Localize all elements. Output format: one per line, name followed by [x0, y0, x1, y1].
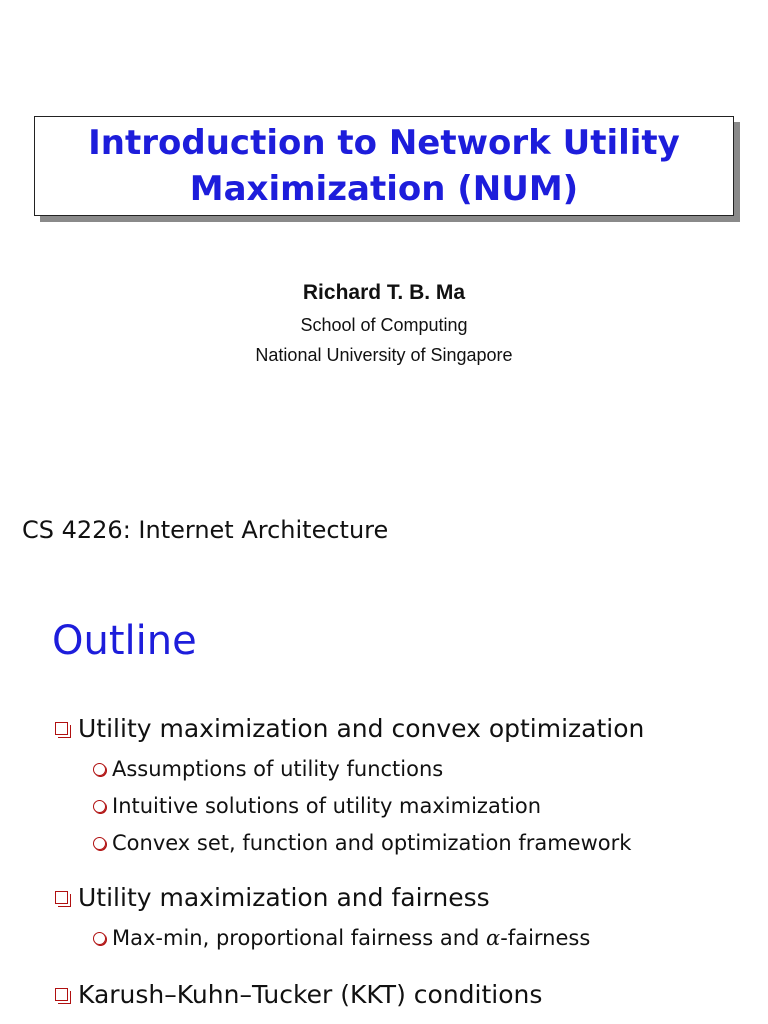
title-line-1: Introduction to Network Utility [88, 123, 680, 163]
outline-item-label: Utility maximization and fairness [78, 883, 490, 912]
outline-item [55, 980, 542, 1009]
title-box [34, 116, 734, 216]
title-line-2: Maximization (NUM) [189, 169, 579, 209]
author-department: School of Computing [300, 315, 468, 335]
square-bullet-icon [55, 722, 68, 735]
square-bullet-icon [55, 988, 68, 1001]
course-label: CS 4226: Internet Architecture [22, 516, 389, 544]
outline-subitem [93, 794, 541, 818]
outline-subitem-label: Assumptions of utility functions [112, 757, 444, 781]
outline-subitem [93, 757, 443, 781]
outline-heading: Outline [52, 618, 197, 664]
circle-bullet-icon [93, 800, 106, 813]
outline-item [55, 714, 644, 743]
author-name: Richard T. B. Ma [302, 281, 466, 304]
alpha-symbol: α [486, 926, 501, 950]
circle-bullet-icon [93, 932, 106, 945]
outline-subitem-label: Intuitive solutions of utility maximization [112, 794, 542, 818]
outline-subitem-label: Convex set, function and optimization framework [112, 831, 632, 855]
outline-item-label: Karush–Kuhn–Tucker (KKT) conditions [78, 980, 543, 1009]
outline-item-label: Utility maximization and convex optimization [78, 714, 645, 743]
author-university: National University of Singapore [255, 345, 513, 365]
outline-subitem [93, 926, 590, 950]
square-bullet-icon [55, 891, 68, 904]
outline-subitem [93, 831, 631, 855]
circle-bullet-icon [93, 837, 106, 850]
outline-subitem-label: Max-min, proportional fairness and α-fairness [112, 926, 591, 950]
outline-item [55, 883, 490, 912]
circle-bullet-icon [93, 763, 106, 776]
